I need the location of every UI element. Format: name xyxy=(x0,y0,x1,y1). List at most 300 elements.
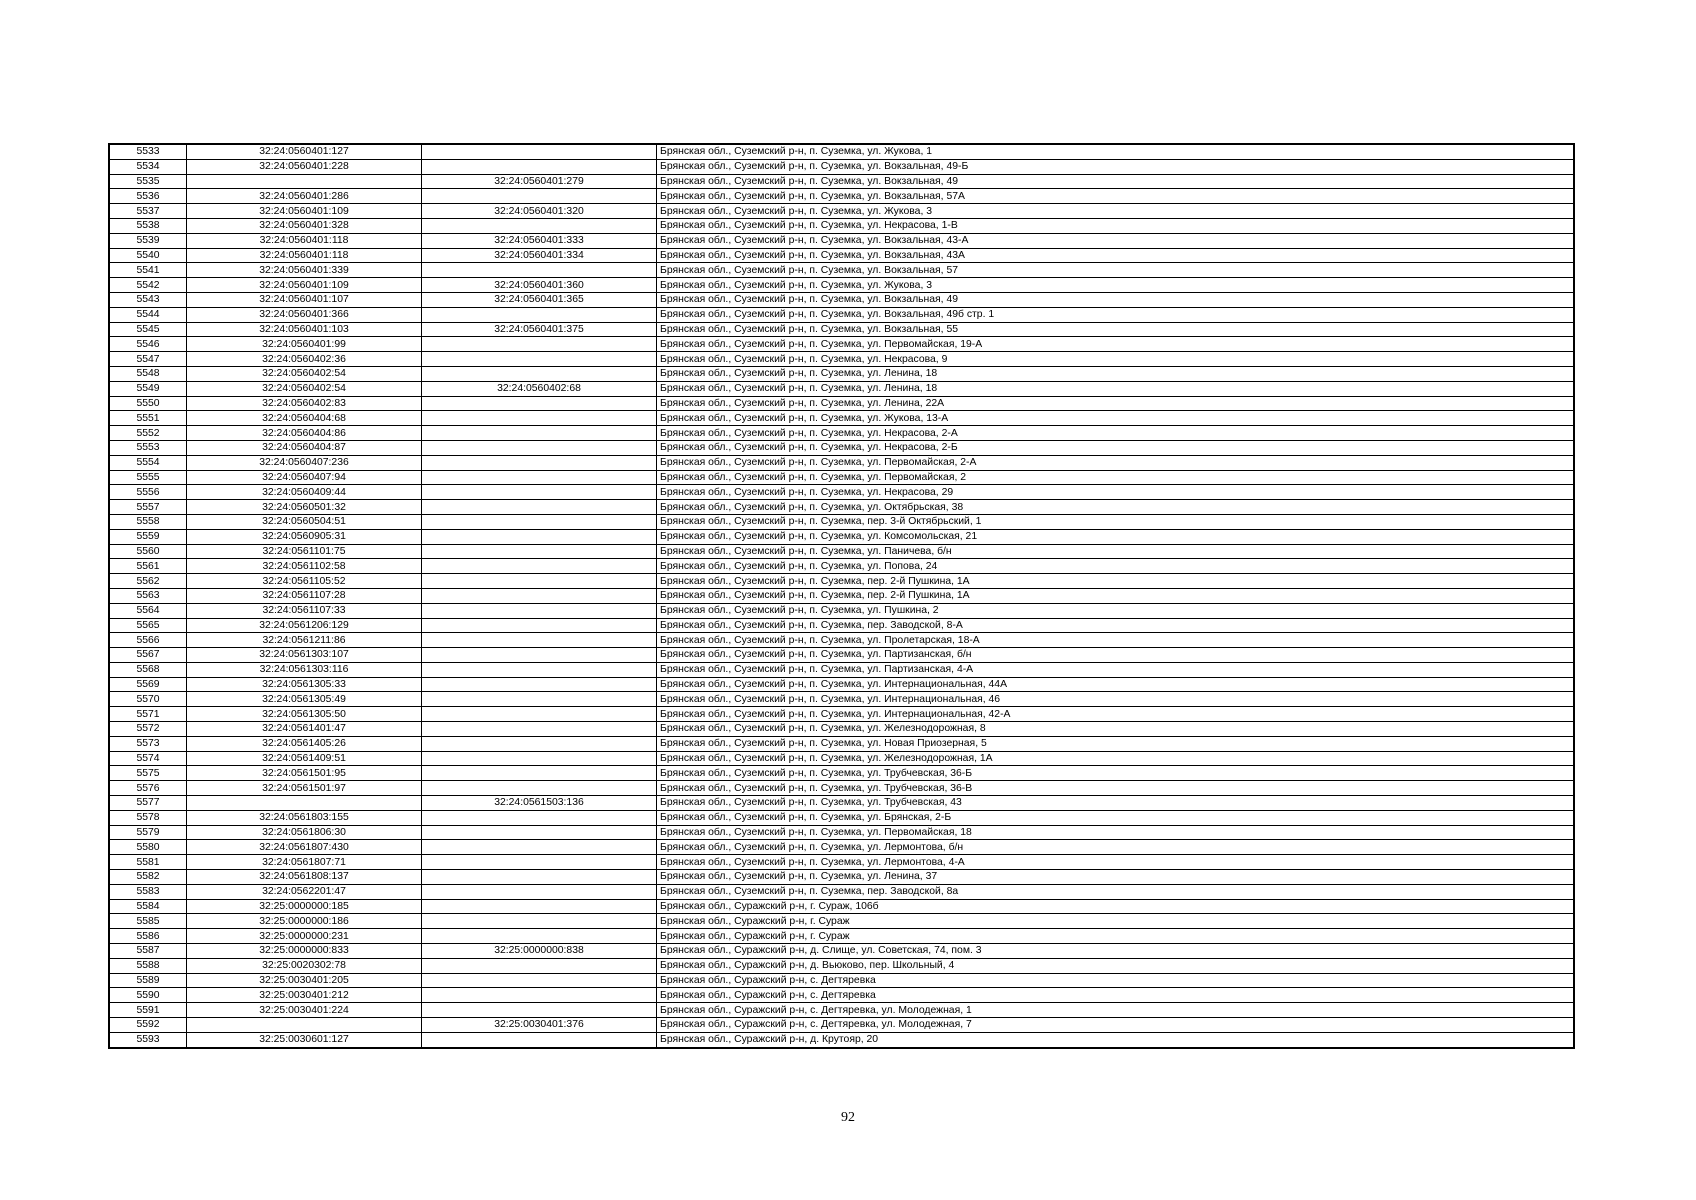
related-cadastral-number-cell: 32:24:0561503:136 xyxy=(422,796,657,811)
table-row xyxy=(109,914,1574,929)
cadastral-number-cell: 32:24:0560401:328 xyxy=(187,218,422,233)
table-row xyxy=(109,352,1574,367)
cadastral-number-cell: 32:25:0020302:78 xyxy=(187,958,422,973)
address-cell: Брянская обл., Суземский р-н, п. Суземка, ул. Вокзальная, 55 xyxy=(657,322,1575,337)
related-cadastral-number-cell xyxy=(422,751,657,766)
related-cadastral-number-cell xyxy=(422,470,657,485)
related-cadastral-number-cell xyxy=(422,825,657,840)
cadastral-number-cell: 32:24:0560402:54 xyxy=(187,381,422,396)
related-cadastral-number-cell xyxy=(422,707,657,722)
related-cadastral-number-cell xyxy=(422,529,657,544)
table-row xyxy=(109,233,1574,248)
address-cell: Брянская обл., Суземский р-н, п. Суземка, пер. 2-й Пушкина, 1А xyxy=(657,574,1575,589)
cadastral-number-cell: 32:24:0561105:52 xyxy=(187,574,422,589)
cadastral-number-cell: 32:24:0560401:107 xyxy=(187,292,422,307)
cadastral-number-cell: 32:24:0561305:33 xyxy=(187,677,422,692)
address-cell: Брянская обл., Суражский р-н, с. Дегтяревка xyxy=(657,973,1575,988)
related-cadastral-number-cell xyxy=(422,426,657,441)
related-cadastral-number-cell xyxy=(422,366,657,381)
cadastral-number-cell: 32:24:0561303:107 xyxy=(187,648,422,663)
table-row xyxy=(109,455,1574,470)
cadastral-number-cell: 32:24:0561405:26 xyxy=(187,736,422,751)
address-cell: Брянская обл., Суражский р-н, г. Сураж, 106б xyxy=(657,899,1575,914)
address-cell: Брянская обл., Суземский р-н, п. Суземка, ул. Вокзальная, 57А xyxy=(657,189,1575,204)
cadastral-number-cell: 32:24:0560401:109 xyxy=(187,204,422,219)
related-cadastral-number-cell xyxy=(422,884,657,899)
cadastral-number-cell: 32:24:0560401:127 xyxy=(187,144,422,159)
row-number-cell: 5562 xyxy=(109,574,187,589)
cadastral-number-cell: 32:24:0560402:83 xyxy=(187,396,422,411)
cadastral-number-cell: 32:24:0561808:137 xyxy=(187,870,422,885)
row-number-cell: 5561 xyxy=(109,559,187,574)
table-row xyxy=(109,263,1574,278)
table-row xyxy=(109,1032,1574,1047)
cadastral-number-cell: 32:24:0561501:95 xyxy=(187,766,422,781)
address-cell: Брянская обл., Суземский р-н, п. Суземка, ул. Брянская, 2-Б xyxy=(657,810,1575,825)
table-row xyxy=(109,707,1574,722)
related-cadastral-number-cell xyxy=(422,781,657,796)
related-cadastral-number-cell xyxy=(422,159,657,174)
related-cadastral-number-cell: 32:24:0560402:68 xyxy=(422,381,657,396)
address-cell: Брянская обл., Суземский р-н, п. Суземка, ул. Лермонтова, 4-А xyxy=(657,855,1575,870)
cadastral-number-cell: 32:24:0560404:86 xyxy=(187,426,422,441)
cadastral-number-cell: 32:24:0560501:32 xyxy=(187,500,422,515)
table-row xyxy=(109,810,1574,825)
row-number-cell: 5549 xyxy=(109,381,187,396)
row-number-cell: 5547 xyxy=(109,352,187,367)
cadastral-number-cell: 32:24:0561803:155 xyxy=(187,810,422,825)
row-number-cell: 5576 xyxy=(109,781,187,796)
cadastral-number-cell: 32:25:0000000:231 xyxy=(187,929,422,944)
cadastral-number-cell: 32:24:0561107:33 xyxy=(187,603,422,618)
table-row xyxy=(109,278,1574,293)
table-row xyxy=(109,677,1574,692)
table-row xyxy=(109,722,1574,737)
related-cadastral-number-cell xyxy=(422,544,657,559)
table-row xyxy=(109,218,1574,233)
row-number-cell: 5535 xyxy=(109,174,187,189)
row-number-cell: 5541 xyxy=(109,263,187,278)
row-number-cell: 5586 xyxy=(109,929,187,944)
row-number-cell: 5582 xyxy=(109,870,187,885)
table-row xyxy=(109,426,1574,441)
row-number-cell: 5583 xyxy=(109,884,187,899)
related-cadastral-number-cell xyxy=(422,307,657,322)
address-cell: Брянская обл., Суражский р-н, г. Сураж xyxy=(657,914,1575,929)
row-number-cell: 5573 xyxy=(109,736,187,751)
address-cell: Брянская обл., Суземский р-н, п. Суземка, ул. Интернациональная, 44А xyxy=(657,677,1575,692)
cadastral-number-cell: 32:24:0561206:129 xyxy=(187,618,422,633)
related-cadastral-number-cell xyxy=(422,648,657,663)
cadastral-number-cell: 32:24:0561101:75 xyxy=(187,544,422,559)
related-cadastral-number-cell xyxy=(422,588,657,603)
address-cell: Брянская обл., Суземский р-н, п. Суземка, ул. Жукова, 3 xyxy=(657,278,1575,293)
table-row xyxy=(109,292,1574,307)
address-cell: Брянская обл., Суземский р-н, п. Суземка, ул. Жукова, 3 xyxy=(657,204,1575,219)
related-cadastral-number-cell xyxy=(422,603,657,618)
table-row xyxy=(109,514,1574,529)
row-number-cell: 5575 xyxy=(109,766,187,781)
row-number-cell: 5568 xyxy=(109,662,187,677)
cadastral-number-cell: 32:24:0560401:103 xyxy=(187,322,422,337)
related-cadastral-number-cell: 32:24:0560401:375 xyxy=(422,322,657,337)
cadastral-number-cell xyxy=(187,1018,422,1033)
address-cell: Брянская обл., Суземский р-н, п. Суземка, пер. Заводской, 8-А xyxy=(657,618,1575,633)
address-cell: Брянская обл., Суземский р-н, п. Суземка, ул. Комсомольская, 21 xyxy=(657,529,1575,544)
table-row xyxy=(109,189,1574,204)
cadastral-number-cell: 32:25:0030401:224 xyxy=(187,1003,422,1018)
cadastral-number-cell: 32:24:0560401:366 xyxy=(187,307,422,322)
cadastral-number-cell: 32:24:0561102:58 xyxy=(187,559,422,574)
table-row xyxy=(109,840,1574,855)
table-row xyxy=(109,618,1574,633)
related-cadastral-number-cell xyxy=(422,485,657,500)
row-number-cell: 5566 xyxy=(109,633,187,648)
cadastral-number-cell: 32:24:0560401:118 xyxy=(187,248,422,263)
row-number-cell: 5585 xyxy=(109,914,187,929)
related-cadastral-number-cell xyxy=(422,899,657,914)
address-cell: Брянская обл., Суземский р-н, п. Суземка, ул. Жукова, 13-А xyxy=(657,411,1575,426)
table-row xyxy=(109,662,1574,677)
row-number-cell: 5558 xyxy=(109,514,187,529)
table-row xyxy=(109,648,1574,663)
row-number-cell: 5546 xyxy=(109,337,187,352)
table-row xyxy=(109,248,1574,263)
cadastral-number-cell: 32:24:0561501:97 xyxy=(187,781,422,796)
related-cadastral-number-cell xyxy=(422,662,657,677)
cadastral-number-cell: 32:25:0000000:186 xyxy=(187,914,422,929)
address-cell: Брянская обл., Суземский р-н, п. Суземка, ул. Пушкина, 2 xyxy=(657,603,1575,618)
table-row xyxy=(109,603,1574,618)
row-number-cell: 5554 xyxy=(109,455,187,470)
related-cadastral-number-cell xyxy=(422,677,657,692)
related-cadastral-number-cell xyxy=(422,958,657,973)
address-cell: Брянская обл., Суземский р-н, п. Суземка, ул. Трубчевская, 36-Б xyxy=(657,766,1575,781)
row-number-cell: 5534 xyxy=(109,159,187,174)
row-number-cell: 5555 xyxy=(109,470,187,485)
address-cell: Брянская обл., Суземский р-н, п. Суземка, ул. Интернациональная, 42-А xyxy=(657,707,1575,722)
cadastral-number-cell: 32:24:0561806:30 xyxy=(187,825,422,840)
row-number-cell: 5556 xyxy=(109,485,187,500)
related-cadastral-number-cell xyxy=(422,144,657,159)
related-cadastral-number-cell: 32:24:0560401:333 xyxy=(422,233,657,248)
table-body xyxy=(109,144,1574,1048)
address-cell: Брянская обл., Суземский р-н, п. Суземка, ул. Некрасова, 1-В xyxy=(657,218,1575,233)
row-number-cell: 5589 xyxy=(109,973,187,988)
table-row xyxy=(109,1018,1574,1033)
table-row xyxy=(109,588,1574,603)
related-cadastral-number-cell xyxy=(422,263,657,278)
address-cell: Брянская обл., Суражский р-н, г. Сураж xyxy=(657,929,1575,944)
row-number-cell: 5584 xyxy=(109,899,187,914)
cadastral-number-cell: 32:25:0030401:205 xyxy=(187,973,422,988)
address-cell: Брянская обл., Суземский р-н, п. Суземка, ул. Вокзальная, 57 xyxy=(657,263,1575,278)
table-row xyxy=(109,411,1574,426)
table-row xyxy=(109,751,1574,766)
cadastral-number-cell: 32:24:0560404:87 xyxy=(187,440,422,455)
related-cadastral-number-cell xyxy=(422,855,657,870)
property-table xyxy=(108,143,1575,1049)
address-cell: Брянская обл., Суземский р-н, п. Суземка, ул. Партизанская, б/н xyxy=(657,648,1575,663)
row-number-cell: 5557 xyxy=(109,500,187,515)
table-row xyxy=(109,440,1574,455)
row-number-cell: 5577 xyxy=(109,796,187,811)
cadastral-number-cell: 32:24:0561807:430 xyxy=(187,840,422,855)
related-cadastral-number-cell xyxy=(422,411,657,426)
address-cell: Брянская обл., Суземский р-н, п. Суземка, ул. Новая Приозерная, 5 xyxy=(657,736,1575,751)
cadastral-number-cell xyxy=(187,174,422,189)
address-cell: Брянская обл., Суземский р-н, п. Суземка, ул. Железнодорожная, 8 xyxy=(657,722,1575,737)
table-row xyxy=(109,470,1574,485)
row-number-cell: 5538 xyxy=(109,218,187,233)
cadastral-number-cell xyxy=(187,796,422,811)
page-number: 92 xyxy=(841,1110,855,1125)
address-cell: Брянская обл., Суземский р-н, п. Суземка, ул. Ленина, 22А xyxy=(657,396,1575,411)
cadastral-number-cell: 32:24:0560401:118 xyxy=(187,233,422,248)
cadastral-number-cell: 32:25:0000000:833 xyxy=(187,944,422,959)
related-cadastral-number-cell: 32:24:0560401:279 xyxy=(422,174,657,189)
table-row xyxy=(109,337,1574,352)
related-cadastral-number-cell xyxy=(422,352,657,367)
address-cell: Брянская обл., Суземский р-н, п. Суземка, ул. Первомайская, 18 xyxy=(657,825,1575,840)
table-row xyxy=(109,485,1574,500)
related-cadastral-number-cell xyxy=(422,337,657,352)
related-cadastral-number-cell xyxy=(422,722,657,737)
table-row xyxy=(109,855,1574,870)
address-cell: Брянская обл., Суземский р-н, п. Суземка, ул. Некрасова, 9 xyxy=(657,352,1575,367)
row-number-cell: 5564 xyxy=(109,603,187,618)
table-row xyxy=(109,1003,1574,1018)
cadastral-number-cell: 32:24:0562201:47 xyxy=(187,884,422,899)
row-number-cell: 5553 xyxy=(109,440,187,455)
row-number-cell: 5580 xyxy=(109,840,187,855)
cadastral-number-cell: 32:25:0030401:212 xyxy=(187,988,422,1003)
cadastral-number-cell: 32:24:0560409:44 xyxy=(187,485,422,500)
row-number-cell: 5552 xyxy=(109,426,187,441)
related-cadastral-number-cell xyxy=(422,218,657,233)
row-number-cell: 5551 xyxy=(109,411,187,426)
address-cell: Брянская обл., Суземский р-н, п. Суземка, ул. Вокзальная, 49б стр. 1 xyxy=(657,307,1575,322)
row-number-cell: 5581 xyxy=(109,855,187,870)
table-row xyxy=(109,396,1574,411)
table-row xyxy=(109,958,1574,973)
row-number-cell: 5571 xyxy=(109,707,187,722)
address-cell: Брянская обл., Суземский р-н, п. Суземка, ул. Первомайская, 2-А xyxy=(657,455,1575,470)
address-cell: Брянская обл., Суземский р-н, п. Суземка, ул. Октябрьская, 38 xyxy=(657,500,1575,515)
table-row xyxy=(109,781,1574,796)
row-number-cell: 5548 xyxy=(109,366,187,381)
address-cell: Брянская обл., Суземский р-н, п. Суземка, ул. Попова, 24 xyxy=(657,559,1575,574)
address-cell: Брянская обл., Суземский р-н, п. Суземка, ул. Первомайская, 2 xyxy=(657,470,1575,485)
address-cell: Брянская обл., Суземский р-н, п. Суземка, ул. Железнодорожная, 1А xyxy=(657,751,1575,766)
table-row xyxy=(109,366,1574,381)
table-row xyxy=(109,825,1574,840)
table-row xyxy=(109,633,1574,648)
related-cadastral-number-cell xyxy=(422,810,657,825)
related-cadastral-number-cell xyxy=(422,988,657,1003)
address-cell: Брянская обл., Суземский р-н, п. Суземка, ул. Вокзальная, 43А xyxy=(657,248,1575,263)
cadastral-number-cell: 32:24:0560401:99 xyxy=(187,337,422,352)
related-cadastral-number-cell xyxy=(422,692,657,707)
address-cell: Брянская обл., Суземский р-н, п. Суземка, ул. Ленина, 18 xyxy=(657,366,1575,381)
cadastral-number-cell: 32:24:0560407:94 xyxy=(187,470,422,485)
related-cadastral-number-cell xyxy=(422,929,657,944)
row-number-cell: 5572 xyxy=(109,722,187,737)
related-cadastral-number-cell xyxy=(422,559,657,574)
related-cadastral-number-cell: 32:25:0000000:838 xyxy=(422,944,657,959)
related-cadastral-number-cell xyxy=(422,1032,657,1047)
address-cell: Брянская обл., Суземский р-н, п. Суземка, ул. Паничева, б/н xyxy=(657,544,1575,559)
related-cadastral-number-cell: 32:25:0030401:376 xyxy=(422,1018,657,1033)
address-cell: Брянская обл., Суземский р-н, п. Суземка, пер. 3-й Октябрьский, 1 xyxy=(657,514,1575,529)
row-number-cell: 5569 xyxy=(109,677,187,692)
row-number-cell: 5587 xyxy=(109,944,187,959)
row-number-cell: 5540 xyxy=(109,248,187,263)
table-row xyxy=(109,529,1574,544)
related-cadastral-number-cell xyxy=(422,633,657,648)
address-cell: Брянская обл., Суземский р-н, п. Суземка, ул. Вокзальная, 49-Б xyxy=(657,159,1575,174)
row-number-cell: 5579 xyxy=(109,825,187,840)
address-cell: Брянская обл., Суземский р-н, п. Суземка, ул. Партизанская, 4-А xyxy=(657,662,1575,677)
row-number-cell: 5560 xyxy=(109,544,187,559)
related-cadastral-number-cell: 32:24:0560401:360 xyxy=(422,278,657,293)
row-number-cell: 5590 xyxy=(109,988,187,1003)
table-row xyxy=(109,204,1574,219)
related-cadastral-number-cell xyxy=(422,440,657,455)
table-row xyxy=(109,766,1574,781)
related-cadastral-number-cell xyxy=(422,766,657,781)
table-row xyxy=(109,174,1574,189)
address-cell: Брянская обл., Суземский р-н, п. Суземка, ул. Первомайская, 19-А xyxy=(657,337,1575,352)
address-cell: Брянская обл., Суземский р-н, п. Суземка, пер. 2-й Пушкина, 1А xyxy=(657,588,1575,603)
cadastral-number-cell: 32:24:0560402:54 xyxy=(187,366,422,381)
table-row xyxy=(109,381,1574,396)
cadastral-number-cell: 32:24:0560404:68 xyxy=(187,411,422,426)
table-row xyxy=(109,574,1574,589)
cadastral-number-cell: 32:24:0561303:116 xyxy=(187,662,422,677)
table-row xyxy=(109,988,1574,1003)
address-cell: Брянская обл., Суземский р-н, п. Суземка, ул. Интернациональная, 46 xyxy=(657,692,1575,707)
row-number-cell: 5543 xyxy=(109,292,187,307)
related-cadastral-number-cell xyxy=(422,618,657,633)
address-cell: Брянская обл., Суражский р-н, д. Крутояр, 20 xyxy=(657,1032,1575,1047)
cadastral-number-cell: 32:24:0561401:47 xyxy=(187,722,422,737)
cadastral-number-cell: 32:24:0560401:109 xyxy=(187,278,422,293)
table-row xyxy=(109,322,1574,337)
row-number-cell: 5539 xyxy=(109,233,187,248)
address-cell: Брянская обл., Суземский р-н, п. Суземка, ул. Лермонтова, б/н xyxy=(657,840,1575,855)
table-row xyxy=(109,144,1574,159)
row-number-cell: 5542 xyxy=(109,278,187,293)
row-number-cell: 5567 xyxy=(109,648,187,663)
address-cell: Брянская обл., Суражский р-н, с. Дегтяревка, ул. Молодежная, 1 xyxy=(657,1003,1575,1018)
cadastral-number-cell: 32:24:0561409:51 xyxy=(187,751,422,766)
cadastral-number-cell: 32:24:0561211:86 xyxy=(187,633,422,648)
related-cadastral-number-cell xyxy=(422,500,657,515)
address-cell: Брянская обл., Суземский р-н, п. Суземка, ул. Вокзальная, 49 xyxy=(657,174,1575,189)
row-number-cell: 5570 xyxy=(109,692,187,707)
table-row xyxy=(109,692,1574,707)
cadastral-number-cell: 32:24:0561305:49 xyxy=(187,692,422,707)
address-cell: Брянская обл., Суражский р-н, с. Дегтяревка xyxy=(657,988,1575,1003)
row-number-cell: 5537 xyxy=(109,204,187,219)
address-cell: Брянская обл., Суземский р-н, п. Суземка, ул. Пролетарская, 18-А xyxy=(657,633,1575,648)
row-number-cell: 5544 xyxy=(109,307,187,322)
address-cell: Брянская обл., Суземский р-н, п. Суземка, ул. Некрасова, 2-Б xyxy=(657,440,1575,455)
related-cadastral-number-cell xyxy=(422,736,657,751)
cadastral-number-cell: 32:24:0560905:31 xyxy=(187,529,422,544)
cadastral-number-cell: 32:24:0560401:228 xyxy=(187,159,422,174)
address-cell: Брянская обл., Суземский р-н, п. Суземка, ул. Трубчевская, 36-В xyxy=(657,781,1575,796)
table-row xyxy=(109,500,1574,515)
table-row xyxy=(109,796,1574,811)
address-cell: Брянская обл., Суражский р-н, д. Вьюково, пер. Школьный, 4 xyxy=(657,958,1575,973)
table-row xyxy=(109,736,1574,751)
table-row xyxy=(109,870,1574,885)
table-row xyxy=(109,929,1574,944)
cadastral-number-cell: 32:24:0561305:50 xyxy=(187,707,422,722)
row-number-cell: 5565 xyxy=(109,618,187,633)
table-row xyxy=(109,884,1574,899)
cadastral-number-cell: 32:24:0561107:28 xyxy=(187,588,422,603)
row-number-cell: 5550 xyxy=(109,396,187,411)
address-cell: Брянская обл., Суземский р-н, п. Суземка, ул. Ленина, 37 xyxy=(657,870,1575,885)
table-row xyxy=(109,973,1574,988)
cadastral-number-cell: 32:24:0560401:286 xyxy=(187,189,422,204)
cadastral-number-cell: 32:24:0560407:236 xyxy=(187,455,422,470)
row-number-cell: 5592 xyxy=(109,1018,187,1033)
address-cell: Брянская обл., Суземский р-н, п. Суземка, ул. Вокзальная, 49 xyxy=(657,292,1575,307)
cadastral-number-cell: 32:25:0000000:185 xyxy=(187,899,422,914)
table-row xyxy=(109,899,1574,914)
related-cadastral-number-cell xyxy=(422,1003,657,1018)
related-cadastral-number-cell xyxy=(422,914,657,929)
address-cell: Брянская обл., Суземский р-н, п. Суземка, ул. Жукова, 1 xyxy=(657,144,1575,159)
related-cadastral-number-cell: 32:24:0560401:320 xyxy=(422,204,657,219)
table-row xyxy=(109,544,1574,559)
related-cadastral-number-cell xyxy=(422,574,657,589)
row-number-cell: 5591 xyxy=(109,1003,187,1018)
related-cadastral-number-cell xyxy=(422,396,657,411)
address-cell: Брянская обл., Суземский р-н, п. Суземка, ул. Трубчевская, 43 xyxy=(657,796,1575,811)
related-cadastral-number-cell: 32:24:0560401:334 xyxy=(422,248,657,263)
row-number-cell: 5578 xyxy=(109,810,187,825)
related-cadastral-number-cell: 32:24:0560401:365 xyxy=(422,292,657,307)
row-number-cell: 5545 xyxy=(109,322,187,337)
row-number-cell: 5533 xyxy=(109,144,187,159)
row-number-cell: 5588 xyxy=(109,958,187,973)
address-cell: Брянская обл., Суражский р-н, с. Дегтяревка, ул. Молодежная, 7 xyxy=(657,1018,1575,1033)
cadastral-number-cell: 32:24:0560504:51 xyxy=(187,514,422,529)
row-number-cell: 5559 xyxy=(109,529,187,544)
cadastral-number-cell: 32:24:0560401:339 xyxy=(187,263,422,278)
address-cell: Брянская обл., Суземский р-н, п. Суземка, ул. Некрасова, 2-А xyxy=(657,426,1575,441)
table-row xyxy=(109,944,1574,959)
cadastral-number-cell: 32:25:0030601:127 xyxy=(187,1032,422,1047)
address-cell: Брянская обл., Суражский р-н, д. Слище, ул. Советская, 74, пом. 3 xyxy=(657,944,1575,959)
address-cell: Брянская обл., Суземский р-н, п. Суземка, ул. Некрасова, 29 xyxy=(657,485,1575,500)
row-number-cell: 5574 xyxy=(109,751,187,766)
address-cell: Брянская обл., Суземский р-н, п. Суземка, ул. Ленина, 18 xyxy=(657,381,1575,396)
row-number-cell: 5593 xyxy=(109,1032,187,1047)
table-row xyxy=(109,159,1574,174)
related-cadastral-number-cell xyxy=(422,455,657,470)
related-cadastral-number-cell xyxy=(422,840,657,855)
related-cadastral-number-cell xyxy=(422,189,657,204)
related-cadastral-number-cell xyxy=(422,870,657,885)
address-cell: Брянская обл., Суземский р-н, п. Суземка, пер. Заводской, 8а xyxy=(657,884,1575,899)
table-row xyxy=(109,307,1574,322)
